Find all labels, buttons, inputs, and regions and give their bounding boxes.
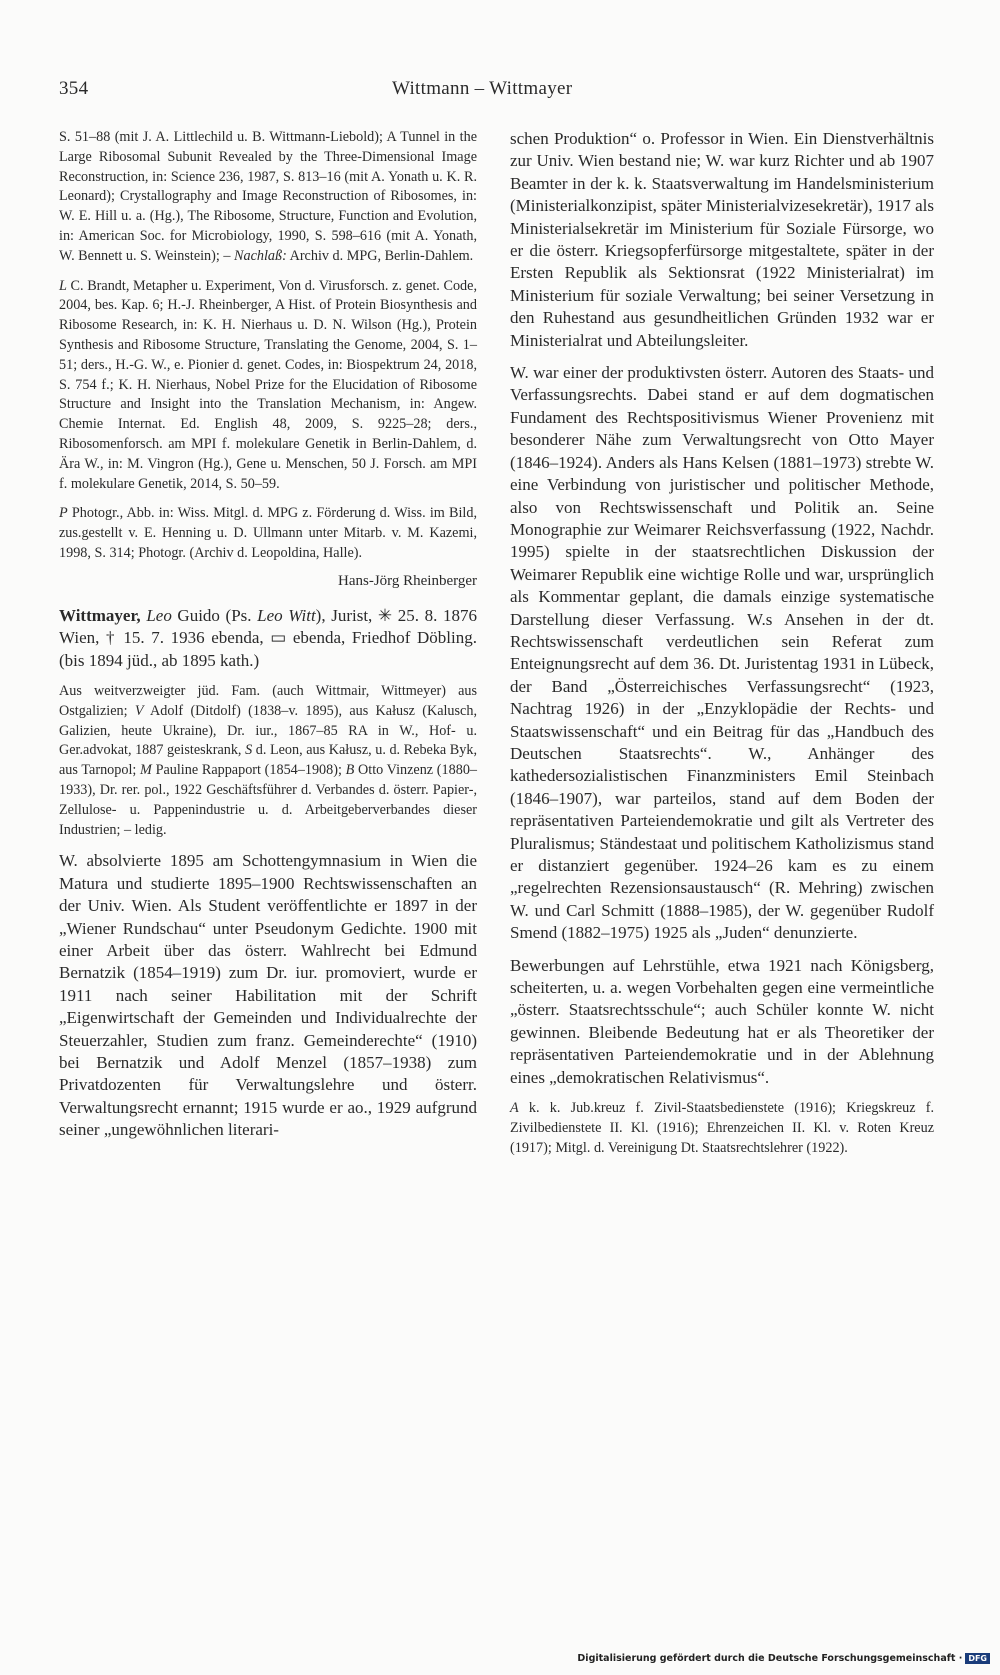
pseudonym: Leo Witt bbox=[257, 605, 316, 625]
page-number: 354 bbox=[59, 78, 89, 99]
entry-heading: Wittmayer, Leo Guido (Ps. Leo Witt), Jurist, ✳ 25. 8. 1876 Wien, † 15. 7. 1936 ebenda, ▭ ebenda, Friedhof Döbling. (bis 1894 jüd., ab 1895 kath.) bbox=[59, 605, 478, 670]
biography-paragraph-1-continued: schen Produktion“ o. Professor in Wien. Ein Dienstverhältnis zur Univ. Wien bestand nie; W. war kurz Richter und ab 1907 Beamter in der k. k. Staatsverwaltung im Handelsministerium (Ministerialkonzipist, später Ministerialvizesekretär), 1917 als Ministerialsekretär im Ministerium für Soziale Fürsorge, wo er die österr. Kriegsopferfürsorge mitgestaltete, später in der Ersten Republik als Sektionsrat (1922 Ministerialrat) im Ministerium für soziale Verwaltung; bei seiner Versetzung in den Ruhestand aus gesundheitlichen Gründen 1932 war er Ministerialrat und Abteilungsleiter. bbox=[510, 129, 934, 350]
dfg-logo: DFG bbox=[965, 1653, 990, 1664]
portrait-section: P Photogr., Abb. in: Wiss. Mitgl. d. MPG z. Förderung d. Wiss. im Bild, zus.gestellt v. E. Henning u. D. Ullmann unter Mitarb. v. M. Kazemi, 1998, S. 314; Photogr. (Archiv d. Leopoldina, Halle). bbox=[59, 505, 477, 561]
nachlass-label: Nachlaß: bbox=[234, 247, 287, 264]
awards-section: A k. k. Jub.kreuz f. Zivil-Staatsbedienstete (1916); Kriegskreuz f. Zivilbedienstete II. Kl. (1916); Ehrenzeichen II. Kl. v. Roten Kreuz (1917); Mitgl. d. Vereinigung Dt. Staatsrechtslehrer (1922). bbox=[510, 1100, 934, 1156]
awards-label: A bbox=[510, 1100, 519, 1117]
right-column bbox=[510, 128, 934, 1158]
left-column bbox=[59, 128, 477, 1142]
entry-surname: Wittmayer, bbox=[59, 605, 141, 625]
biography-paragraph-1: W. absolvierte 1895 am Schottengymnasium in Wien die Matura und studierte 1895–1900 Rechtswissenschaften an der Univ. Wien. Als Student veröffentlichte er 1897 in der „Wiener Rundschau“ unter Pseudonym Gedichte. 1900 mit einer Arbeit über das österr. Wahlrecht bei Edmund Bernatzik (1854–1919) zum Dr. iur. promoviert, wurde er 1911 nach seiner Habilitation mit der Schrift „Eigenwirtschaft der Gemeinden und Individualrechte der Steuerzahler, Studien zum franz. Gemeinderechte“ (1910) bei Bernatzik und Adolf Menzel (1857–1938) zum Privatdozenten für Verwaltungslehre und österr. Verwaltungsrecht ernannt; 1915 wurde er ao., 1929 aufgrund seiner „ungewöhnlichen literari- bbox=[59, 851, 477, 1140]
literature-label: L bbox=[59, 277, 67, 294]
running-head: Wittmann – Wittmayer bbox=[392, 78, 573, 99]
family-section: Aus weitverzweigter jüd. Fam. (auch Wittmair, Wittmeyer) aus Ostgalizien; V Adolf (Ditdolf) (1838–v. 1895), aus Kałusz (Kalusch, Galizien, heute Ukraine), Dr. iur., 1867–85 RA in W., Hof- u. Ger.advokat, 1887 geisteskrank, S d. Leon, aus Kałusz, u. d. Rebeka Byk, aus Tarnopol; M Pauline Rappaport (1854–1908); B Otto Vinzenz (1880–1933), Dr. rer. pol., 1922 Geschäftsführer d. Verbandes d. österr. Papier-, Zellulose- u. Pappenindustrie u. d. Arbeitgeberverbandes dieser Industrien; – ledig. bbox=[59, 682, 478, 838]
bibliography-continuation: S. 51–88 (mit J. A. Littlechild u. B. Wittmann-Liebold); A Tunnel in the Large Ribosomal Subunit Revealed by the Three-Dimensional Image Reconstruction, in: Science 236, 1987, S. 813–16 (mit A. Yonath u. K. R. Leonard); Crystallography and Image Reconstruction of Ribosomes, in: W. E. Hill u. a. (Hg.), The Ribosome, Structure, Function and Evolution, in: American Soc. for Microbiology, 1990, S. 598–616 (mit A. Yonath, W. Bennett u. S. Weinstein); – Nachlaß: Archiv d. MPG, Berlin-Dahlem. bbox=[59, 129, 477, 264]
portrait-label: P bbox=[59, 505, 68, 522]
literature-section: L C. Brandt, Metapher u. Experiment, Von d. Virusforsch. z. genet. Code, 2004, bes. Kap. 6; H.-J. Rheinberger, A Hist. of Protein Biosynthesis and Ribosome Research, in: K. H. Nierhaus u. D. N. Wilson (Hg.), Protein Synthesis and Ribosome Structure, Translating the Genome, 2004, S. 1–51; ders., H.-G. W., e. Pionier d. genet. Codes, in: Biospektrum 24, 2018, S. 754 f.; K. H. Nierhaus, Nobel Prize for the Elucidation of Ribosome Structure and Insight into the Translation Mechanism, in: Angew. Chemie Internat. Ed. English 48, 2009, S. 9225–28; ders., Ribosomenforsch. am MPI f. molekulare Genetik in Berlin-Dahlem, d. Ära W., in: M. Vingron (Hg.), Gene u. Menschen, 50 J. Forsch. am MPI f. molekulare Genetik, 2014, S. 50–59. bbox=[59, 277, 477, 492]
digitization-footer: Digitalisierung gefördert durch die Deutsche Forschungsgemeinschaft · DFG bbox=[577, 1653, 990, 1664]
previous-entry-author: Hans-Jörg Rheinberger bbox=[338, 572, 477, 589]
biography-paragraph-2: W. war einer der produktivsten österr. Autoren des Staats- und Verfassungsrechts. Dabei stand er auf dem dogmatischen Fundament des Rechtspositivismus Wiener Provenienz mit besonderer Nähe zum Verwaltungsrecht von Otto Mayer (1846–1924). Anders als Hans Kelsen (1881–1973) strebte W. eine Verbindung von juristischer und politischer Methode, also von Rechtswissenschaft und Politik an. Seine Monographie zur Weimarer Reichsverfassung (1922, Nachdr. 1995) spielte in der staatsrechtlichen Diskussion der Weimarer Republik eine wichtige Rolle und war, ursprünglich als Kommentar geplant, die damals einzige systematische Darstellung dieser Verfassung. W.s Ansehen in der dt. Rechtswissenschaft verdeutlichen sein Referat zum Enteignungsrecht auf dem 36. Dt. Juristentag 1931 in Lübeck, der Band „Österreichisches Verfassungsrecht“ (1923, Nachtrag 1926) in der „Enzyklopädie der Rechts- und Staatswissenschaft“ und ein Beitrag für das „Handbuch des Deutschen Staatsrechts“. W., Anhänger des kathedersozialistischen Finanzministers Emil Steinbach (1846–1907), war parteilos, stand auf dem Boden der repräsentativen Parteiendemokratie und gilt als Vertreter des Pluralismus; Ständestaat und politischem Katholizismus stand er distanziert gegenüber. 1924–26 kam es zu einem „regelrechten Rezensionsaustausch“ (R. Mehring) zwischen W. und Carl Schmitt (1888–1985), der W. gegenüber Rudolf Smend (1882–1975) 1925 als „Juden“ denunzierte. bbox=[510, 363, 934, 943]
biography-paragraph-3: Bewerbungen auf Lehrstühle, etwa 1921 nach Königsberg, scheiterten, u. a. wegen Vorbehalten gegen eine vermeintliche „österr. Staatsrechtsschule“; auch Schüler konnte W. nicht gewinnen. Bleibende Bedeutung hat er als Theoretiker der repräsentativen Parteiendemokratie und in der Ablehnung eines „demokratischen Relativismus“. bbox=[510, 955, 934, 1087]
